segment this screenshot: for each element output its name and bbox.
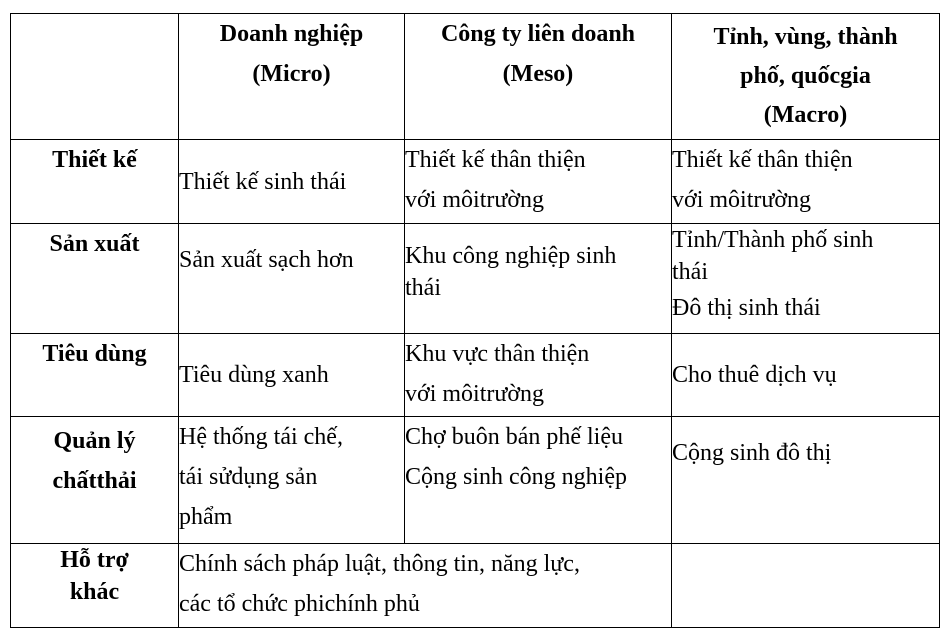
cell-line: phẩm: [179, 504, 233, 530]
row-label-line: Sản xuất: [49, 231, 140, 257]
row-label-line: chấtthải: [52, 468, 137, 494]
cell-line: Sản xuất sạch hơn: [179, 247, 354, 273]
cell-quan-ly-meso: [405, 417, 672, 544]
row-label-line: khác: [69, 579, 120, 605]
cell-line: với môitrường: [672, 187, 812, 213]
row-quan-ly-chat-thai: [11, 417, 940, 544]
cell-line: Chính sách pháp luật, thông tin, năng lực,: [179, 551, 580, 577]
row-label-thiet-ke: [11, 140, 179, 224]
cell-thiet-ke-macro: [672, 140, 940, 224]
cell-line: Chợ buôn bán phế liệu: [405, 424, 623, 450]
row-label-line: Tiêu dùng: [42, 341, 147, 367]
cell-line: Cộng sinh đô thị: [672, 440, 832, 466]
header-micro-line: Doanh nghiệp: [219, 21, 364, 47]
header-macro: [672, 14, 940, 140]
cell-tieu-dung-micro: [179, 334, 405, 417]
cell-line: với môitrường: [405, 187, 545, 213]
row-ho-tro-khac: [11, 544, 940, 628]
cell-line: Thiết kế thân thiện: [672, 147, 853, 173]
cell-ho-tro-merged: [179, 544, 672, 628]
cell-line: Thiết kế thân thiện: [405, 147, 586, 173]
header-macro-line: Tỉnh, vùng, thành: [713, 24, 898, 50]
row-label-line: Quản lý: [53, 428, 136, 454]
cell-line: Hệ thống tái chế,: [179, 424, 343, 450]
cell-ho-tro-macro: [672, 544, 940, 628]
row-label-san-xuat: [11, 224, 179, 334]
header-macro-line: phố, quốcgia: [740, 63, 871, 89]
row-tieu-dung: [11, 334, 940, 417]
cell-line: các tổ chức phichính phủ: [179, 591, 420, 617]
cell-line: Khu công nghiệp sinh: [405, 243, 617, 269]
header-row: [11, 14, 940, 140]
row-label-ho-tro-khac: [11, 544, 179, 628]
row-san-xuat: [11, 224, 940, 334]
cell-line: Thiết kế sinh thái: [179, 168, 347, 195]
row-label-line: Thiết kế: [52, 147, 137, 173]
cell-san-xuat-macro: [672, 224, 940, 334]
cell-line: tái sửdụng sản: [179, 464, 318, 490]
cell-line: Tiêu dùng xanh: [179, 362, 329, 388]
cell-thiet-ke-micro: [179, 140, 405, 224]
cell-line: thái: [405, 275, 441, 301]
cell-tieu-dung-macro: [672, 334, 940, 417]
cell-quan-ly-macro: [672, 417, 940, 544]
cell-thiet-ke-meso: [405, 140, 672, 224]
cell-line: Cho thuê dịch vụ: [672, 362, 837, 388]
row-thiet-ke: [11, 140, 940, 224]
cell-line: Đô thị sinh thái: [672, 295, 821, 321]
header-meso-line: (Meso): [502, 61, 574, 87]
cell-line: Khu vực thân thiện: [405, 341, 590, 367]
cell-line: Cộng sinh công nghiệp: [405, 464, 627, 490]
cell-san-xuat-meso: [405, 224, 672, 334]
row-label-line: Hỗ trợ: [60, 547, 129, 573]
header-corner-cell: [11, 14, 179, 140]
cell-quan-ly-micro: [179, 417, 405, 544]
cell-line: Tỉnh/Thành phố sinh: [672, 227, 874, 253]
cell-line: thái: [672, 259, 708, 285]
header-micro: [179, 14, 405, 140]
row-label-tieu-dung: [11, 334, 179, 417]
cell-line: với môitrường: [405, 381, 545, 407]
header-macro-line: (Macro): [763, 102, 848, 128]
comparison-table: [10, 13, 940, 628]
header-micro-line: (Micro): [252, 61, 331, 87]
cell-san-xuat-micro: [179, 224, 405, 334]
cell-tieu-dung-meso: [405, 334, 672, 417]
header-meso-line: Công ty liên doanh: [440, 21, 636, 47]
header-meso: [405, 14, 672, 140]
row-label-quan-ly-chat-thai: [11, 417, 179, 544]
